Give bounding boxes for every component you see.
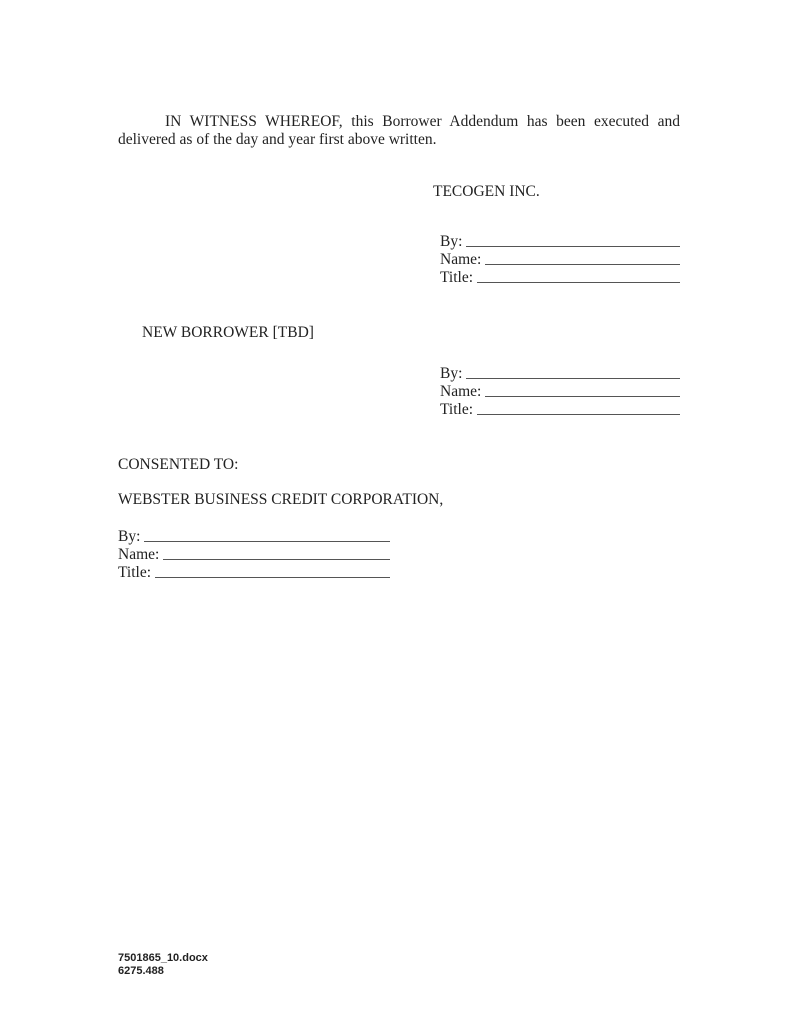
consented-to-heading: CONSENTED TO: — [118, 456, 239, 473]
tecogen-title-row[interactable] — [440, 269, 680, 287]
new-borrower-by-row[interactable] — [440, 365, 680, 383]
witness-line-1: IN WITNESS WHEREOF, this Borrower Addendum has been executed and — [165, 113, 680, 130]
webster-name-row[interactable] — [118, 546, 390, 564]
by-signature-line[interactable] — [466, 245, 680, 247]
title-label: Title: — [440, 401, 474, 418]
by-label: By: — [440, 233, 463, 250]
webster-title-row[interactable] — [118, 564, 390, 582]
footer-ref: 6275.488 — [118, 965, 164, 977]
witness-line-2: delivered as of the day and year first above written. — [118, 131, 437, 148]
witness-paragraph — [118, 113, 680, 149]
by-signature-line[interactable] — [466, 377, 680, 379]
title-signature-line[interactable] — [477, 413, 680, 415]
by-label: By: — [118, 528, 141, 545]
title-signature-line[interactable] — [477, 281, 680, 283]
name-label: Name: — [440, 251, 482, 268]
document-footer — [118, 952, 208, 978]
tecogen-entity-name: TECOGEN INC. — [433, 183, 540, 200]
by-label: By: — [440, 365, 463, 382]
new-borrower-name-row[interactable] — [440, 383, 680, 401]
by-signature-line[interactable] — [144, 540, 390, 542]
tecogen-name-row[interactable] — [440, 251, 680, 269]
name-signature-line[interactable] — [485, 263, 680, 265]
name-label: Name: — [440, 383, 482, 400]
new-borrower-title-row[interactable] — [440, 401, 680, 419]
new-borrower-entity-name: NEW BORROWER [TBD] — [142, 324, 314, 341]
name-signature-line[interactable] — [163, 558, 390, 560]
title-label: Title: — [118, 564, 152, 581]
title-signature-line[interactable] — [155, 576, 390, 578]
footer-doc-id: 7501865_10.docx — [118, 952, 208, 964]
webster-entity-name: WEBSTER BUSINESS CREDIT CORPORATION, — [118, 491, 444, 508]
name-signature-line[interactable] — [485, 395, 680, 397]
title-label: Title: — [440, 269, 474, 286]
name-label: Name: — [118, 546, 160, 563]
webster-by-row[interactable] — [118, 528, 390, 546]
tecogen-by-row[interactable] — [440, 233, 680, 251]
